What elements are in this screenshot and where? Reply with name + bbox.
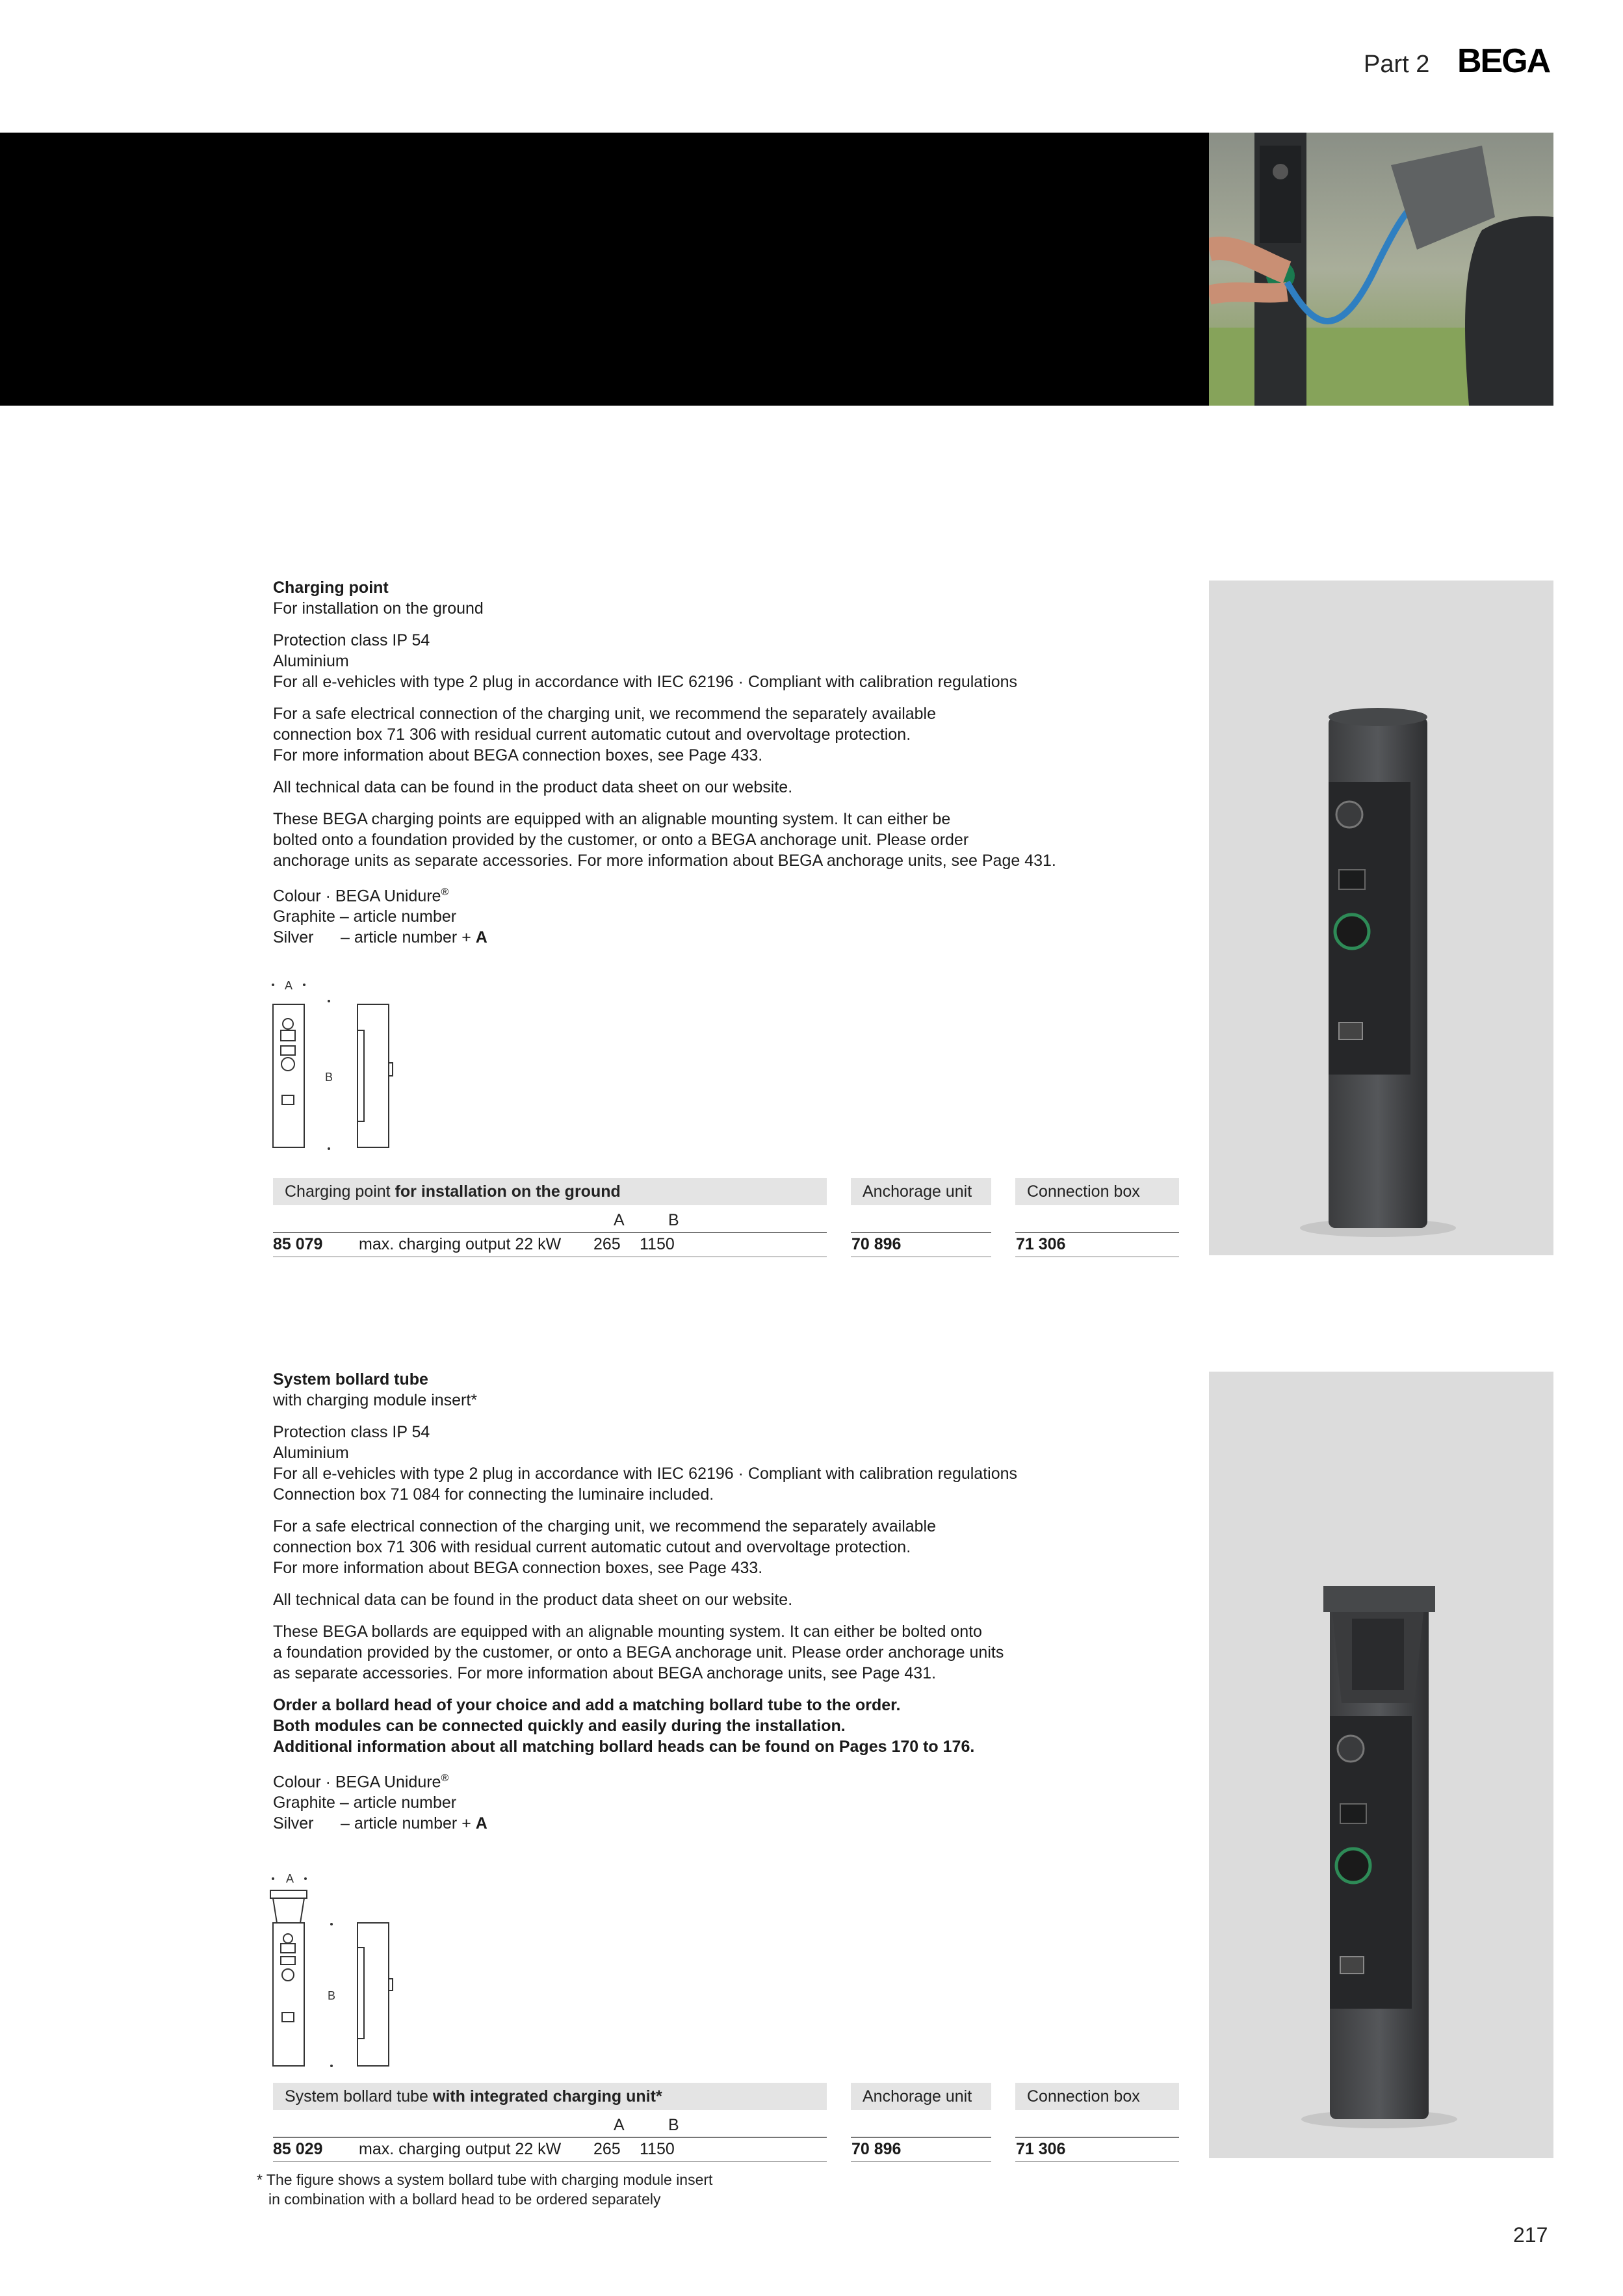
section2-text — [273, 1369, 1183, 1845]
col-a-header: A — [614, 2116, 625, 2134]
dim-a-label: A — [286, 1872, 294, 1885]
brand-logo: BEGA — [1457, 42, 1550, 80]
table-rule — [851, 1232, 991, 1233]
paragraph-line: For more information about BEGA connection boxes, see Page 433. — [273, 746, 763, 764]
paragraph-line: connection box 71 306 with residual current automatic cutout and overvoltage protection. — [273, 725, 911, 744]
anchorage-header: Anchorage unit — [851, 1178, 991, 1205]
col-b-header: B — [668, 1211, 679, 1229]
colour-title — [273, 1768, 1183, 1792]
paragraph-line: For a safe electrical connection of the charging unit, we recommend the separately available — [273, 1517, 937, 1535]
table-rule — [851, 2161, 991, 2162]
section1-title: Charging point — [273, 579, 389, 597]
table-title-plain: Charging point — [285, 1182, 395, 1201]
silver-suffix: A — [475, 1814, 487, 1833]
connection-header: Connection box — [1015, 1178, 1179, 1205]
order-line: Additional information about all matching bollard heads can be found on Pages 170 to 176. — [273, 1738, 975, 1756]
connection-number: 71 306 — [1016, 2140, 1066, 2158]
section1-text — [273, 577, 1183, 959]
colour-title — [273, 882, 1183, 906]
silver-label: Silver — [273, 928, 314, 947]
silver-label: Silver — [273, 1814, 314, 1833]
colour-graphite: Graphite – article number — [273, 907, 457, 926]
dimension-a-value: 265 — [593, 2140, 621, 2158]
paragraph-line: connection box 71 306 with residual current automatic cutout and overvoltage protection. — [273, 1538, 911, 1556]
col-a-header: A — [614, 1211, 625, 1229]
paragraph-line: These BEGA charging points are equipped with an alignable mounting system. It can either be — [273, 810, 951, 828]
table-rule — [273, 2161, 827, 2162]
connection-number: 71 306 — [1016, 1235, 1066, 1253]
silver-suffix: A — [475, 928, 487, 947]
table-rule — [1015, 1232, 1179, 1233]
colour-silver — [273, 1813, 1183, 1834]
dimension-a-value: 265 — [593, 1235, 621, 1253]
article-description: max. charging output 22 kW — [359, 2140, 562, 2158]
col-b-header: B — [668, 2116, 679, 2134]
connection-header: Connection box — [1015, 2083, 1179, 2110]
section2-subtitle: with charging module insert* — [273, 1391, 478, 1409]
spec-line: Aluminium — [273, 652, 349, 670]
colour-silver — [273, 927, 1183, 948]
table-title-bar — [273, 1178, 827, 1205]
table-title-bar — [273, 2083, 827, 2110]
banner-black — [0, 133, 1209, 406]
paragraph-line: For a safe electrical connection of the charging unit, we recommend the separately available — [273, 705, 937, 723]
order-line: Both modules can be connected quickly and easily during the installation. — [273, 1717, 846, 1735]
page-number: 217 — [1513, 2223, 1548, 2247]
paragraph-line: anchorage units as separate accessories. For more information about BEGA anchorage units, see Page 431. — [273, 852, 1056, 870]
dimension-b-value: 1150 — [640, 1235, 675, 1253]
table-rule — [273, 1232, 827, 1233]
product-image-bollard-tube — [1209, 1372, 1553, 2158]
article-number: 85 029 — [273, 2140, 323, 2158]
table-rule — [273, 2137, 827, 2138]
spec-line: For all e-vehicles with type 2 plug in accordance with IEC 62196 · Compliant with calibration regulations — [273, 673, 1018, 691]
paragraph-line: as separate accessories. For more information about BEGA anchorage units, see Page 431. — [273, 1664, 937, 1682]
silver-value: – article number + — [341, 928, 476, 947]
article-number: 85 079 — [273, 1235, 323, 1253]
registered-mark: ® — [441, 887, 449, 898]
paragraph-line: All technical data can be found in the product data sheet on our website. — [273, 1591, 793, 1609]
silver-value: – article number + — [341, 1814, 476, 1833]
paragraph-line: These BEGA bollards are equipped with an alignable mounting system. It can either be bolted onto — [273, 1623, 982, 1641]
spec-line: Connection box 71 084 for connecting the luminaire included. — [273, 1485, 714, 1504]
footnote-line: in combination with a bollard head to be ordered separately — [268, 2191, 661, 2208]
dimension-drawing-2 — [266, 1871, 409, 2079]
colour-title-text: Colour · BEGA Unidure — [273, 1773, 441, 1792]
footnote-line: * The figure shows a system bollard tube with charging module insert — [257, 2171, 713, 2188]
footnote — [257, 2170, 712, 2209]
dimension-b-value: 1150 — [640, 2140, 675, 2158]
paragraph-line: For more information about BEGA connection boxes, see Page 433. — [273, 1559, 763, 1577]
spec-line: Protection class IP 54 — [273, 631, 430, 649]
table-title-plain: System bollard tube — [285, 2087, 433, 2106]
dim-b-label: B — [325, 1071, 333, 1084]
paragraph-line: bolted onto a foundation provided by the customer, or onto a BEGA anchorage unit. Please order — [273, 831, 969, 849]
article-description: max. charging output 22 kW — [359, 1235, 562, 1253]
colour-title-text: Colour · BEGA Unidure — [273, 887, 441, 906]
table-rule — [1015, 2137, 1179, 2138]
paragraph-line: All technical data can be found in the product data sheet on our website. — [273, 778, 793, 796]
dim-b-label: B — [328, 1989, 336, 2002]
table-rule — [851, 2137, 991, 2138]
spec-line: Aluminium — [273, 1444, 349, 1462]
paragraph-line: a foundation provided by the customer, or onto a BEGA anchorage unit. Please order anchorage units — [273, 1643, 1004, 1662]
table-title-bold: for installation on the ground — [395, 1182, 621, 1201]
banner-photo — [1209, 133, 1553, 406]
dimension-drawing-1 — [266, 972, 409, 1160]
dim-a-label: A — [285, 979, 293, 992]
anchorage-header: Anchorage unit — [851, 2083, 991, 2110]
registered-mark: ® — [441, 1773, 449, 1784]
part-label: Part 2 — [1364, 51, 1430, 78]
product-image-charging-point — [1209, 581, 1553, 1255]
anchorage-number: 70 896 — [851, 2140, 902, 2158]
order-line: Order a bollard head of your choice and add a matching bollard tube to the order. — [273, 1696, 901, 1714]
section2-title: System bollard tube — [273, 1370, 428, 1389]
section1-subtitle: For installation on the ground — [273, 599, 484, 618]
anchorage-number: 70 896 — [851, 1235, 902, 1253]
spec-line: Protection class IP 54 — [273, 1423, 430, 1441]
colour-graphite: Graphite – article number — [273, 1794, 457, 1812]
table-title-bold: with integrated charging unit* — [432, 2087, 662, 2106]
table-rule — [1015, 2161, 1179, 2162]
spec-line: For all e-vehicles with type 2 plug in accordance with IEC 62196 · Compliant with calibration regulations — [273, 1465, 1018, 1483]
